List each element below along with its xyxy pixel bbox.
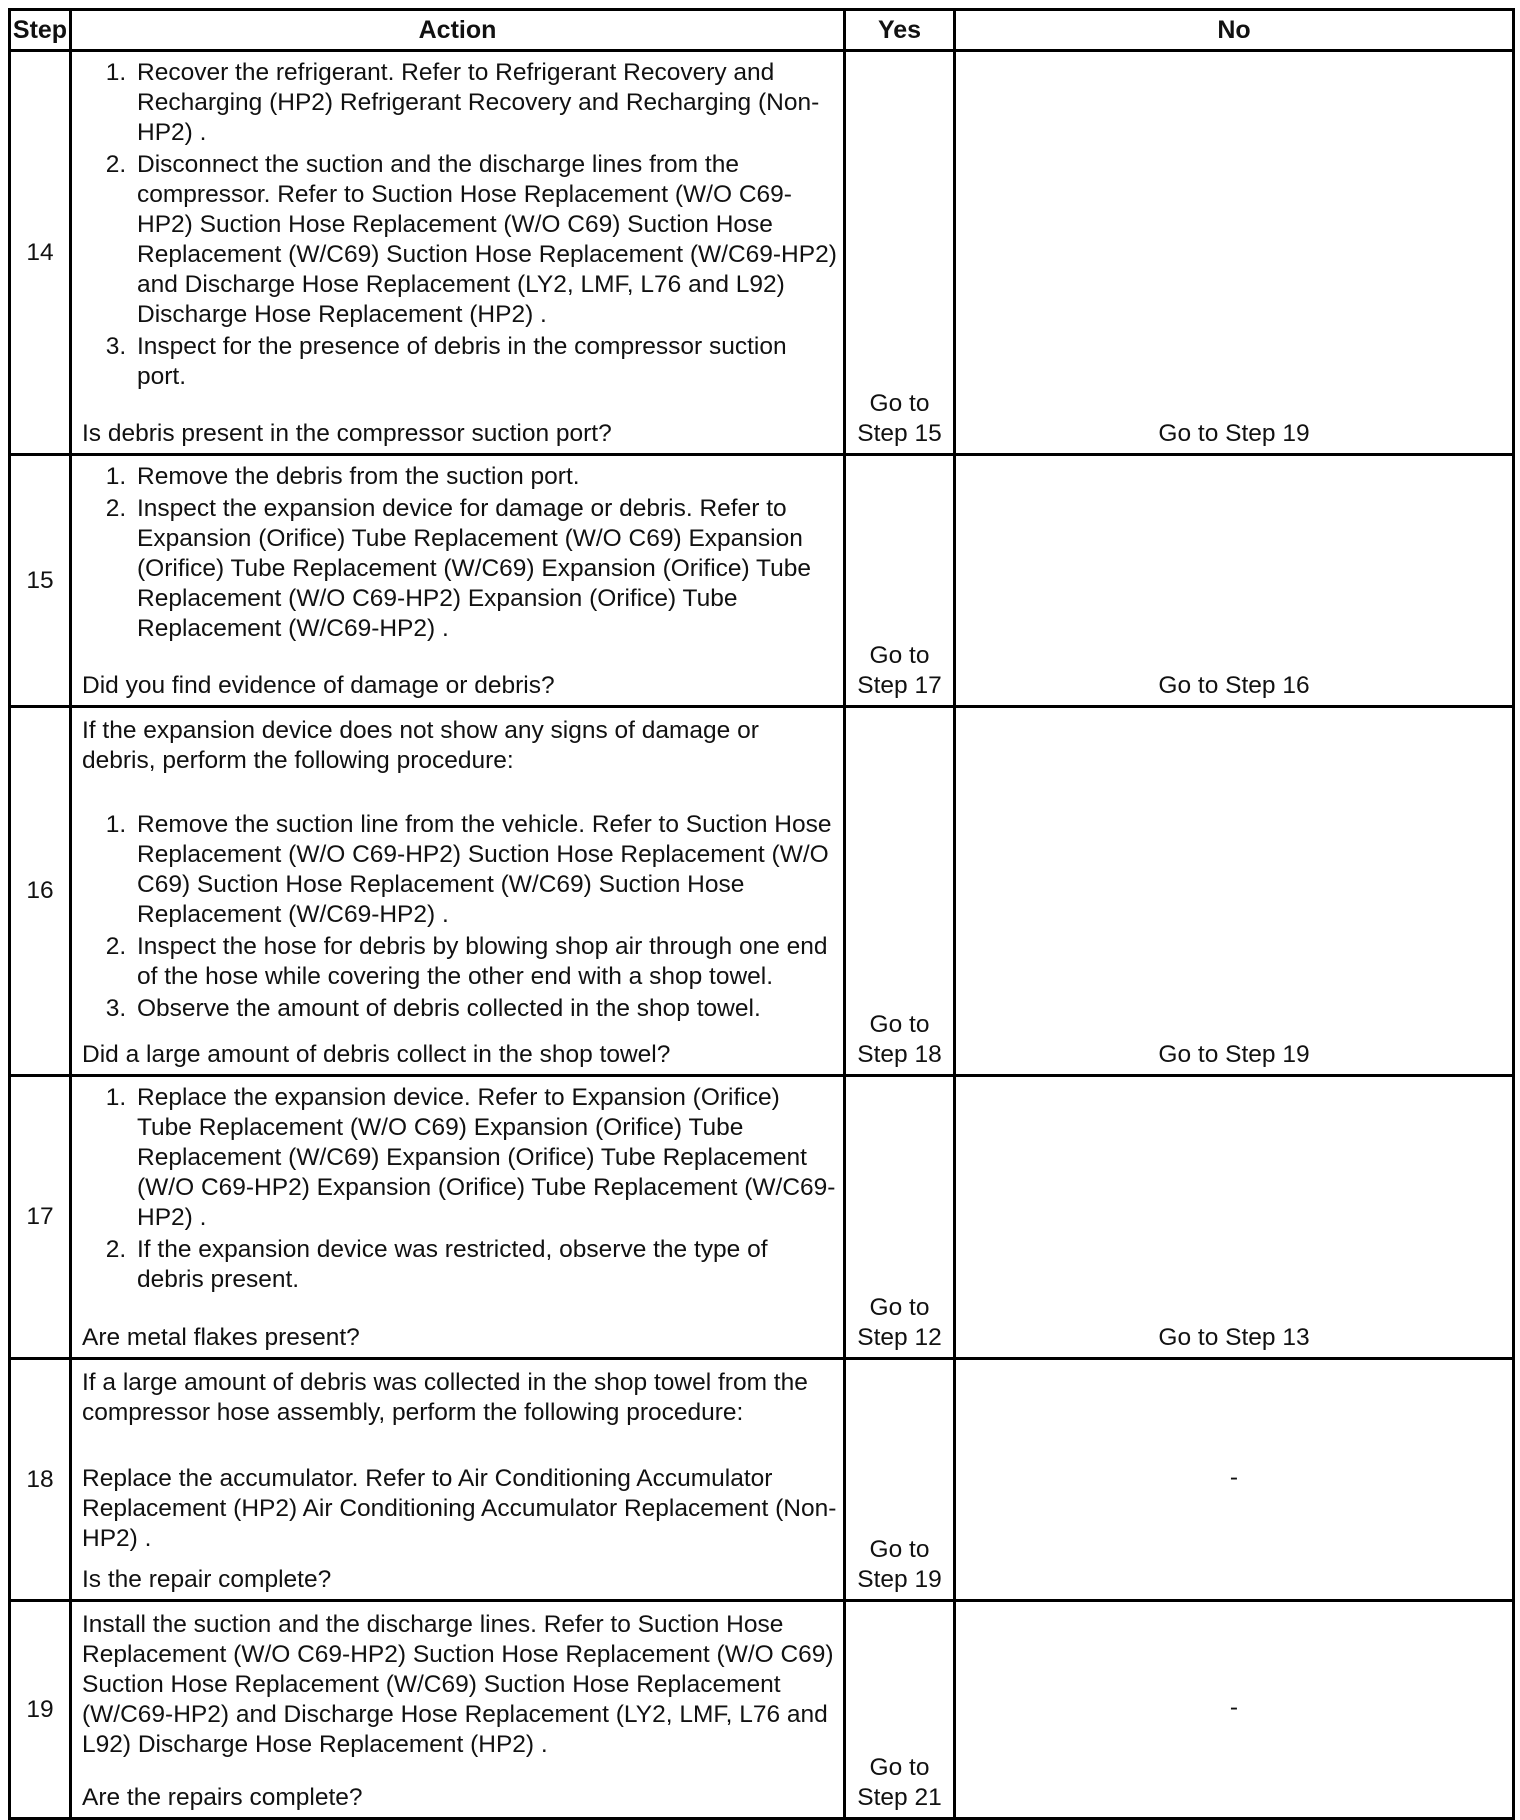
step-number: 18 xyxy=(10,1359,71,1601)
procedure-item: 3. Observe the amount of debris collected in the shop towel. xyxy=(133,994,837,1024)
yes-goto-link: Step 21 xyxy=(857,1784,942,1811)
spacer xyxy=(82,1428,837,1456)
yes-goto-link: Step 19 xyxy=(857,1566,942,1593)
action-cell xyxy=(71,1076,845,1359)
action-content xyxy=(82,52,837,449)
yes-cell xyxy=(845,1076,955,1359)
action-content xyxy=(82,1602,837,1813)
step-question: Is the repair complete? xyxy=(82,1566,332,1593)
procedure-item: 2. If the expansion device was restricted, observe the type of debris present. xyxy=(133,1235,837,1295)
step-number: 19 xyxy=(10,1601,71,1819)
table-row xyxy=(10,707,1514,1076)
action-body xyxy=(82,1360,837,1559)
step-question: Did a large amount of debris collect in the shop towel? xyxy=(82,1041,671,1068)
step-number: 15 xyxy=(10,455,71,707)
yes-goto-link: Step 17 xyxy=(857,672,942,699)
step-number: 16 xyxy=(10,707,71,1076)
action-body xyxy=(82,708,837,1034)
step-question: Are metal flakes present? xyxy=(82,1324,360,1351)
procedure-item: 2. Inspect the expansion device for damage or debris. Refer to Expansion (Orifice) Tube Replacement (W/O C69) Expansion (Orifice) Tube Replacement (W/C69) Expansion (Orifice) Tube Replacement (W/O C69-HP2) Expansion (Orifice) Tube Replacement (W/C69-HP2) . xyxy=(133,494,837,644)
yes-goto-link: Go to xyxy=(869,1536,930,1563)
step-question: Is debris present in the compressor suction port? xyxy=(82,420,612,447)
action-body xyxy=(82,52,837,413)
table-row xyxy=(10,1359,1514,1601)
step-number: 17 xyxy=(10,1076,71,1359)
yes-cell xyxy=(845,51,955,455)
yes-cell xyxy=(845,707,955,1076)
table-row xyxy=(10,455,1514,707)
no-cell: Go to Step 19 xyxy=(955,51,1514,455)
action-intro: If a large amount of debris was collected in the shop towel from the compressor hose assembly, perform the following procedure: xyxy=(82,1369,808,1426)
action-body xyxy=(82,1602,837,1777)
procedure-item: 1. Remove the suction line from the vehicle. Refer to Suction Hose Replacement (W/O C69-HP2) Suction Hose Replacement (W/O C69) Suction Hose Replacement (W/C69) Suction Hose Replacement (W/C69-HP2) . xyxy=(133,810,837,930)
yes-cell xyxy=(845,455,955,707)
procedure-item: 3. Inspect for the presence of debris in the compressor suction port. xyxy=(133,332,837,392)
action-body xyxy=(82,456,837,665)
spacer xyxy=(82,776,837,804)
no-cell: - xyxy=(955,1601,1514,1819)
yes-goto-link: Step 18 xyxy=(857,1041,942,1068)
no-cell: - xyxy=(955,1359,1514,1601)
procedure-item: 1. Recover the refrigerant. Refer to Refrigerant Recovery and Recharging (HP2) Refrigerant Recovery and Recharging (Non-HP2) . xyxy=(133,58,837,148)
procedure-list xyxy=(82,810,837,1024)
yes-goto-link: Go to xyxy=(869,642,930,669)
action-cell xyxy=(71,51,845,455)
header-row xyxy=(10,10,1514,51)
procedure-item: 1. Replace the expansion device. Refer to Expansion (Orifice) Tube Replacement (W/O C69) Expansion (Orifice) Tube Replacement (W/C69) Expansion (Orifice) Tube Replacement (W/O C69-HP2) Expansion (Orifice) Tube Replacement (W/C69-HP2) . xyxy=(133,1083,837,1233)
table-row xyxy=(10,1076,1514,1359)
table-body xyxy=(10,51,1514,1819)
step-question: Are the repairs complete? xyxy=(82,1784,363,1811)
procedure-list xyxy=(82,58,837,392)
action-cell xyxy=(71,455,845,707)
action-cell xyxy=(71,707,845,1076)
step-question: Did you find evidence of damage or debris? xyxy=(82,672,555,699)
yes-goto-link: Go to xyxy=(869,390,930,417)
yes-goto-link: Step 15 xyxy=(857,420,942,447)
no-cell: Go to Step 19 xyxy=(955,707,1514,1076)
procedure-list xyxy=(82,1083,837,1295)
yes-cell xyxy=(845,1601,955,1819)
action-cell xyxy=(71,1601,845,1819)
no-cell: Go to Step 13 xyxy=(955,1076,1514,1359)
action-body xyxy=(82,1077,837,1317)
table-row xyxy=(10,51,1514,455)
procedure-item: 1. Remove the debris from the suction port. xyxy=(133,462,837,492)
procedure-item: 2. Inspect the hose for debris by blowing shop air through one end of the hose while covering the other end with a shop towel. xyxy=(133,932,837,992)
action-cell xyxy=(71,1359,845,1601)
action-paragraph: Replace the accumulator. Refer to Air Conditioning Accumulator Replacement (HP2) Air Conditioning Accumulator Replacement (Non-HP2) . xyxy=(82,1465,837,1552)
yes-goto-link: Go to xyxy=(869,1011,930,1038)
action-intro: Install the suction and the discharge lines. Refer to Suction Hose Replacement (W/O C69-HP2) Suction Hose Replacement (W/O C69) Suction Hose Replacement (W/C69) Suction Hose Replacement (W/C69-HP2) and Discharge Hose Replacement (LY2, LMF, L76 and L92) Discharge Hose Replacement (HP2) . xyxy=(82,1611,834,1758)
action-content xyxy=(82,1360,837,1595)
table-row xyxy=(10,1601,1514,1819)
procedure-list xyxy=(82,462,837,644)
action-intro: If the expansion device does not show any signs of damage or debris, perform the following procedure: xyxy=(82,717,759,774)
yes-cell xyxy=(845,1359,955,1601)
yes-goto-link: Go to xyxy=(869,1294,930,1321)
action-content xyxy=(82,456,837,701)
action-content xyxy=(82,1077,837,1353)
header-no: No xyxy=(955,10,1514,51)
header-action: Action xyxy=(71,10,845,51)
no-cell: Go to Step 16 xyxy=(955,455,1514,707)
diagnostic-table xyxy=(8,8,1515,1820)
header-step: Step xyxy=(10,10,71,51)
yes-goto-link: Go to xyxy=(869,1754,930,1781)
yes-goto-link: Step 12 xyxy=(857,1324,942,1351)
procedure-item: 2. Disconnect the suction and the discharge lines from the compressor. Refer to Suction Hose Replacement (W/O C69-HP2) Suction Hose Replacement (W/O C69) Suction Hose Replacement (W/C69) Suction Hose Replacement (W/C69-HP2) and Discharge Hose Replacement (LY2, LMF, L76 and L92) Discharge Hose Replacement (HP2) . xyxy=(133,150,837,330)
header-yes: Yes xyxy=(845,10,955,51)
action-content xyxy=(82,708,837,1070)
step-number: 14 xyxy=(10,51,71,455)
